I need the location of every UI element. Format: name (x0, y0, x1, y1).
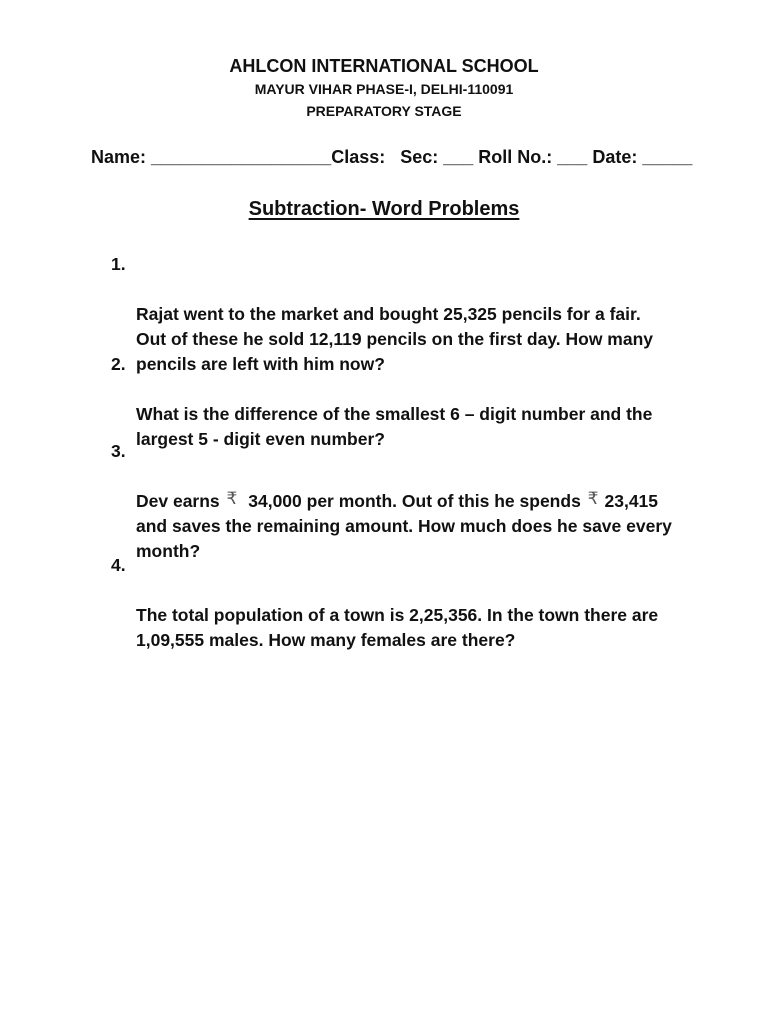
question-number: 2. (111, 354, 126, 374)
worksheet-title: Subtraction- Word Problems (248, 198, 520, 220)
question-text-part: 23,415 (604, 491, 659, 511)
question-text-part: 34,000 per month. Out of this he spends (243, 491, 581, 511)
question-text-part: and saves the remaining amount. How much does he save every month? (136, 516, 672, 561)
question-number: 3. (111, 441, 126, 461)
question-text: Rajat went to the market and bought 25,325 pencils for a fair. Out of these he sold 12,119 pencils on the first day. How many pencils are left with him now? (136, 304, 654, 374)
school-address: MAYUR VIHAR PHASE-I, DELHI-110091 (254, 81, 514, 97)
question-text-part: Dev earns (136, 491, 220, 511)
school-name: AHLCON INTERNATIONAL SCHOOL (229, 56, 539, 76)
question-number: 4. (111, 555, 126, 575)
question-number: 1. (111, 254, 126, 274)
question-text: The total population of a town is 2,25,356. In the town there are 1,09,555 males. How many females are there? (136, 605, 659, 650)
rupee-icon: ₹ (587, 489, 599, 508)
question-item (111, 553, 691, 678)
school-stage: PREPARATORY STAGE (306, 103, 462, 119)
question-text: What is the difference of the smallest 6 – digit number and the largest 5 - digit even number? (136, 404, 653, 449)
rupee-icon: ₹ (226, 489, 238, 508)
student-info-line: Name: __________________Class: Sec: ___ Roll No.: ___ Date: _____ (91, 147, 693, 167)
